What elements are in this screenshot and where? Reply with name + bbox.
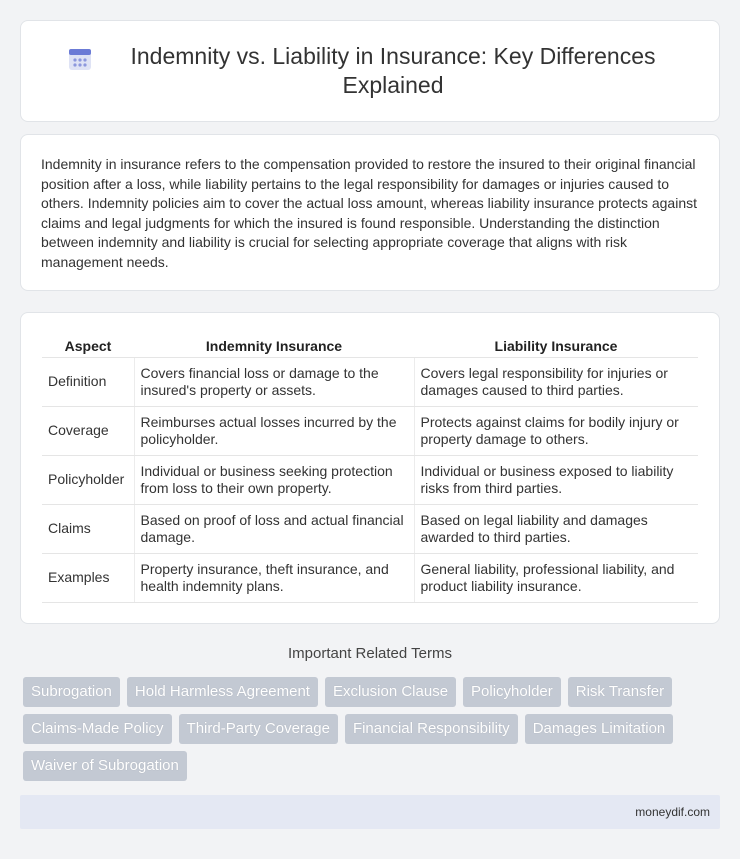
cell-liability: General liability, professional liability, and product liability insurance. (414, 554, 698, 603)
comparison-table (42, 333, 698, 603)
intro-card (20, 134, 720, 291)
cell-indemnity: Based on proof of loss and actual financial damage. (134, 505, 414, 554)
tag-claims-made-policy[interactable]: Claims-Made Policy (23, 714, 172, 744)
related-terms-title: Important Related Terms (288, 645, 452, 662)
title-wrap (67, 42, 673, 100)
tag-exclusion-clause[interactable]: Exclusion Clause (325, 677, 456, 707)
page-title: Indemnity vs. Liability in Insurance: Key Differences Explained (130, 43, 656, 98)
tag-financial-responsibility[interactable]: Financial Responsibility (345, 714, 518, 744)
header-indemnity: Indemnity Insurance (134, 333, 414, 358)
cell-liability: Covers legal responsibility for injuries or damages caused to third parties. (414, 358, 698, 407)
cell-aspect: Examples (42, 554, 134, 603)
cell-liability: Protects against claims for bodily injury or property damage to others. (414, 407, 698, 456)
comparison-table-card (20, 312, 720, 624)
tag-subrogation[interactable]: Subrogation (23, 677, 120, 707)
table-row (42, 554, 698, 603)
table-row (42, 358, 698, 407)
tag-damages-limitation[interactable]: Damages Limitation (525, 714, 674, 744)
tag-third-party-coverage[interactable]: Third-Party Coverage (179, 714, 338, 744)
cell-indemnity: Reimburses actual losses incurred by the policyholder. (134, 407, 414, 456)
cell-liability: Individual or business exposed to liability risks from third parties. (414, 456, 698, 505)
calendar-icon (67, 46, 93, 72)
cell-aspect: Coverage (42, 407, 134, 456)
tag-risk-transfer[interactable]: Risk Transfer (568, 677, 672, 707)
footer-site[interactable]: moneydif.com (635, 805, 710, 819)
cell-aspect: Definition (42, 358, 134, 407)
cell-indemnity: Covers financial loss or damage to the insured's property or assets. (134, 358, 414, 407)
table-header-row (42, 333, 698, 358)
cell-indemnity: Individual or business seeking protection from loss to their own property. (134, 456, 414, 505)
tag-hold-harmless-agreement[interactable]: Hold Harmless Agreement (127, 677, 318, 707)
title-card (20, 20, 720, 122)
intro-text: Indemnity in insurance refers to the compensation provided to restore the insured to their original financial position after a loss, while liability pertains to the legal responsibility for damages or injuries caused to others. Indemnity policies aim to cover the actual loss amount, whereas liability insurance protects against claims and legal judgments for which the insured is found responsible. Understanding the distinction between indemnity and liability is crucial for selecting appropriate coverage that aligns with risk management needs. (41, 156, 697, 270)
related-terms-list (23, 677, 723, 781)
header-aspect: Aspect (42, 333, 134, 358)
cell-indemnity: Property insurance, theft insurance, and health indemnity plans. (134, 554, 414, 603)
tag-policyholder[interactable]: Policyholder (463, 677, 561, 707)
cell-aspect: Claims (42, 505, 134, 554)
footer (20, 795, 720, 829)
table-row (42, 505, 698, 554)
cell-liability: Based on legal liability and damages awarded to third parties. (414, 505, 698, 554)
cell-aspect: Policyholder (42, 456, 134, 505)
tag-waiver-of-subrogation[interactable]: Waiver of Subrogation (23, 751, 187, 781)
header-liability: Liability Insurance (414, 333, 698, 358)
table-row (42, 407, 698, 456)
table-row (42, 456, 698, 505)
